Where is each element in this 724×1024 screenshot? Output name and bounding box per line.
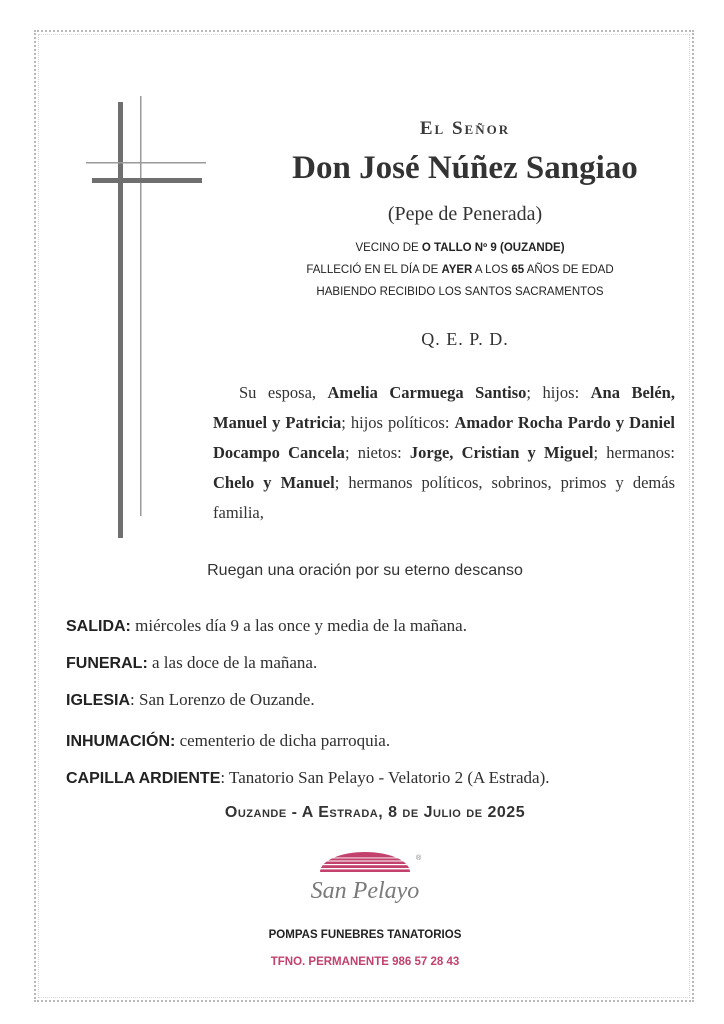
detail-text: : Tanatorio San Pelayo - Velatorio 2 (A Estrada). xyxy=(220,768,550,787)
prayer-line: Ruegan una oración por su eterno descanso xyxy=(207,562,523,579)
death-text-a: FALLECIÓ EN EL DÍA DE xyxy=(306,264,442,276)
residence-line xyxy=(250,242,670,254)
detail-label: SALIDA: xyxy=(66,618,131,635)
children-names: Ana Belén, Manuel y Patricia xyxy=(213,383,675,432)
detail-salida xyxy=(66,616,706,636)
detail-label: IGLESIA xyxy=(66,692,131,709)
detail-inhumacion xyxy=(66,731,706,751)
detail-capilla xyxy=(66,768,706,788)
detail-funeral xyxy=(66,653,706,673)
detail-text: a las doce de la mañana. xyxy=(147,653,318,672)
death-line xyxy=(250,264,670,276)
company-name: POMPAS FUNEBRES TANATORIOS xyxy=(268,929,462,941)
qepd: Q. E. P. D. xyxy=(421,329,509,349)
family-text: Su esposa, xyxy=(239,383,328,402)
family-text: ; nietos: xyxy=(344,443,410,462)
wife-name: Amelia Carmuega Santiso xyxy=(327,383,527,402)
residence-address: O TALLO Nº 9 (OUZANDE) xyxy=(421,242,565,254)
death-text-c: AÑOS DE EDAD xyxy=(524,264,614,276)
family-paragraph xyxy=(213,378,675,528)
san-pelayo-logo xyxy=(290,848,440,918)
family-text: ; hermanos políticos, sobrinos, primos y demás familia, xyxy=(213,473,675,522)
detail-label: FUNERAL: xyxy=(66,655,148,672)
detail-label: CAPILLA ARDIENTE xyxy=(66,770,221,787)
deceased-nickname: (Pepe de Penerada) xyxy=(387,203,543,225)
detail-label: INHUMACIÓN: xyxy=(66,733,176,750)
death-age: 65 xyxy=(511,264,525,276)
logo-sunrise-icon xyxy=(318,852,412,872)
family-text: ; hijos: xyxy=(526,383,591,402)
place-date: Ouzande - A Estrada, 8 de Julio de 2025 xyxy=(224,804,526,821)
detail-iglesia xyxy=(66,690,706,710)
detail-text: miércoles día 9 a las once y media de la mañana. xyxy=(130,616,467,635)
siblings-names: Chelo y Manuel xyxy=(213,473,335,492)
registered-icon: ® xyxy=(416,855,422,862)
phone-number[interactable]: TFNO. PERMANENTE 986 57 28 43 xyxy=(270,956,460,968)
sacraments-line: HABIENDO RECIBIDO LOS SANTOS SACRAMENTOS xyxy=(316,286,604,298)
grandchildren-names: Jorge, Cristian y Miguel xyxy=(409,443,594,462)
residence-prefix: VECINO DE xyxy=(355,242,422,254)
cross-icon xyxy=(86,96,206,546)
logo-text: San Pelayo xyxy=(310,878,420,904)
family-text: ; hijos políticos: xyxy=(341,413,455,432)
detail-text: : San Lorenzo de Ouzande. xyxy=(130,690,315,709)
death-text-b: A LOS xyxy=(472,264,512,276)
death-day: AYER xyxy=(441,264,473,276)
header-title: El Señor xyxy=(419,118,511,139)
family-text: ; hermanos: xyxy=(593,443,676,462)
deceased-name: Don José Núñez Sangiao xyxy=(292,150,638,186)
detail-text: cementerio de dicha parroquia. xyxy=(175,731,391,750)
inlaws-names: Amador Rocha Pardo y Daniel Docampo Cancela xyxy=(213,413,675,462)
